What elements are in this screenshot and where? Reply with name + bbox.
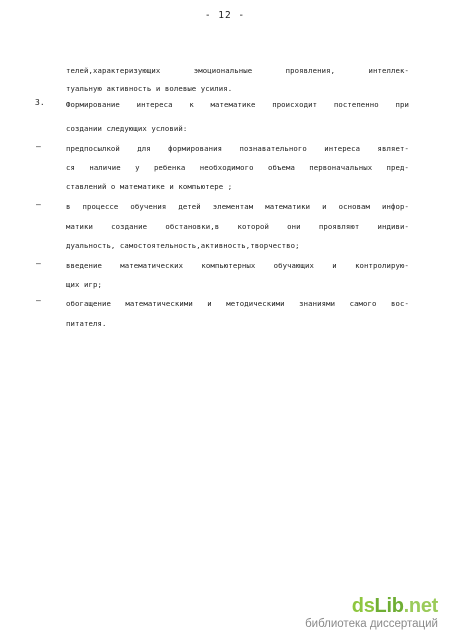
text-line: туальную активность и волевые усилия. <box>66 84 233 93</box>
bullet-dash: – <box>36 259 41 268</box>
dslib-watermark <box>305 595 438 631</box>
item-number-3: 3. <box>35 98 45 107</box>
bullet-dash: – <box>36 142 41 151</box>
logo-net: .net <box>403 595 438 617</box>
dslib-logo <box>305 595 438 617</box>
text-line: дуальность, самостоятельность,активность,творчество; <box>66 241 300 250</box>
bullet-dash: – <box>36 296 41 305</box>
text-line: матики создание обстановки,в которой они проявляют индиви- <box>66 222 409 231</box>
text-line: создании следующих условий: <box>66 124 188 133</box>
text-line: предпосылкой для формирования познавательного интереса являет- <box>66 144 409 153</box>
watermark-subtitle: библиотека диссертаций <box>305 618 438 630</box>
text-line: щих игр; <box>66 280 102 289</box>
text-line: Формирование интереса к математике происходит постепенно при <box>66 100 409 109</box>
text-line: обогащение математическими и методическими знаниями самого вос- <box>66 299 409 308</box>
text-line: введение математических компьютерных обучающих и контролирую- <box>66 261 409 270</box>
text-line: ся наличие у ребенка необходимого объема первоначальных пред- <box>66 163 409 172</box>
logo-ds: ds <box>351 595 375 617</box>
logo-lib: Lib <box>374 595 404 617</box>
text-line: ставлений о математике и компьютере ; <box>66 182 233 191</box>
text-line: телей,характеризующих эмоциональные проявления, интеллек- <box>66 66 409 75</box>
bullet-dash: – <box>36 200 41 209</box>
text-line: в процессе обучения детей элементам математики и основам инфор- <box>66 202 409 211</box>
page-number: - 12 - <box>204 10 246 21</box>
text-line: питателя. <box>66 319 107 328</box>
